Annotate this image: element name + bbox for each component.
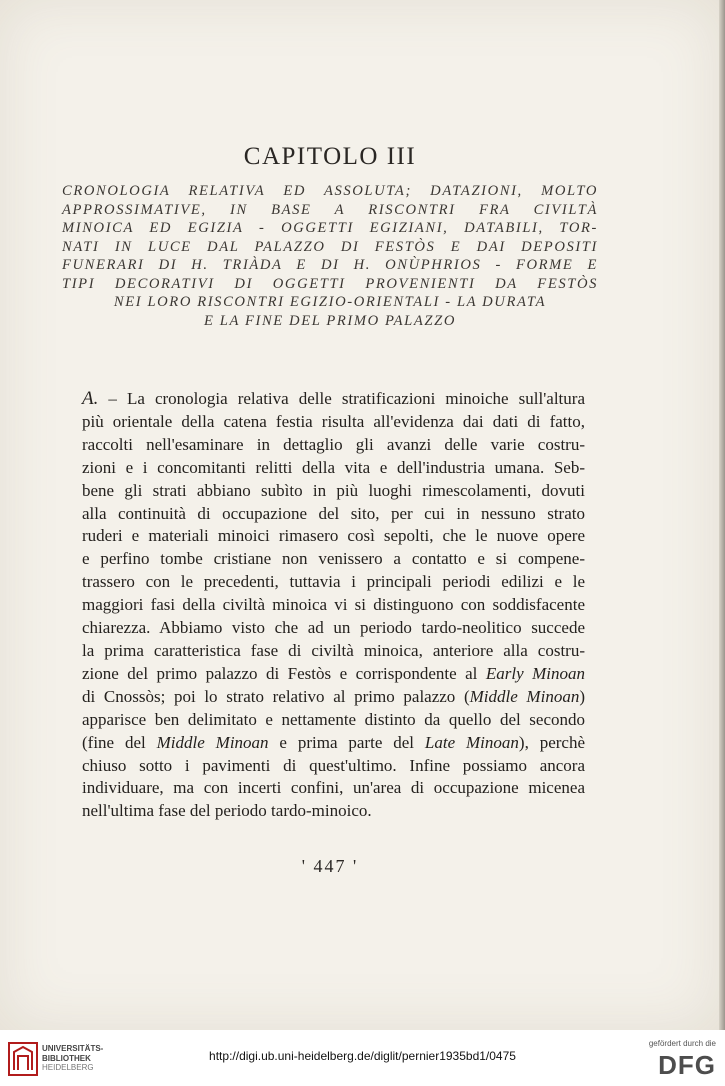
body-line: chiuso sotto i pavimenti di quest'ultimo. Infine possiamo ancora bbox=[82, 755, 585, 775]
body-line: nell'ultima fase del periodo tardo-minoico. bbox=[82, 801, 372, 821]
body-line bbox=[82, 388, 585, 411]
subtitle-line: FUNERARI DI H. TRIÀDA E DI H. ONÙPHRIOS - FORME E bbox=[62, 257, 598, 273]
subtitle-line: NATI IN LUCE DAL PALAZZO DI FESTÒS E DAI DEPOSITI bbox=[62, 238, 598, 255]
chapter-title: CAPITOLO III bbox=[243, 143, 417, 170]
body-line bbox=[82, 732, 585, 755]
page-number: ' 447 ' bbox=[301, 856, 359, 876]
section-letter: A. bbox=[82, 388, 99, 409]
body-line-text: (fine del bbox=[82, 732, 157, 752]
italic-term: Middle Minoan bbox=[156, 732, 269, 752]
body-line bbox=[82, 663, 585, 686]
body-line: individuare, ma con incerti confini, un'area di occupazione micenea bbox=[82, 778, 585, 798]
body-line-text: e prima parte del bbox=[268, 732, 425, 752]
library-line: BIBLIOTHEK bbox=[42, 1053, 91, 1063]
body-line-text: ), perchè bbox=[518, 732, 585, 752]
body-line-text: di Cnossòs; poi lo strato relativo al primo palazzo ( bbox=[82, 686, 470, 706]
body-paragraph bbox=[82, 388, 585, 823]
body-line: alla continuità di occupazione del sito, per cui in nessuno strato bbox=[82, 503, 585, 523]
body-line-text: zione del primo palazzo di Festòs e corrispondente al bbox=[82, 663, 486, 683]
body-line: trassero con le precedenti, tuttavia i principali periodi edilizi e le bbox=[82, 572, 585, 592]
permalink-url[interactable]: http://digi.ub.uni-heidelberg.de/diglit/pernier1935bd1/0475 bbox=[209, 1049, 516, 1063]
subtitle-line: APPROSSIMATIVE, IN BASE A RISCONTRI FRA CIVILTÀ bbox=[62, 201, 598, 218]
body-line bbox=[82, 686, 585, 709]
subtitle-line: CRONOLOGIA RELATIVA ED ASSOLUTA; DATAZIONI, MOLTO bbox=[62, 183, 598, 199]
body-line-text: – La cronologia relativa delle stratificazioni minoiche sull'altura bbox=[98, 389, 585, 408]
dfg-logo[interactable]: DFG bbox=[658, 1050, 716, 1080]
body-line: raccolti nell'esaminare in dettaglio gli avanzi delle varie costru- bbox=[82, 434, 585, 454]
body-line: zioni e i concomitanti relitti della vita e dell'industria umana. Seb- bbox=[82, 457, 585, 477]
italic-term: Middle Minoan bbox=[469, 686, 580, 706]
subtitle-line: NEI LORO RISCONTRI EGIZIO-ORIENTALI - LA DURATA bbox=[113, 294, 547, 310]
body-line: apparisce ben delimitato e nettamente distinto da quello del secondo bbox=[82, 709, 585, 729]
library-line: HEIDELBERG bbox=[42, 1063, 94, 1072]
body-line: maggiori fasi della civiltà minoica vi si distinguono con soddisfacente bbox=[82, 595, 585, 615]
body-line: chiarezza. Abbiamo visto che ad un periodo tardo-neolitico succede bbox=[82, 618, 585, 638]
body-line-text: ) bbox=[579, 686, 585, 706]
body-line: più orientale della catena festia risulta all'evidenza dai dati di fatto, bbox=[82, 411, 585, 431]
subtitle-line: TIPI DECORATIVI DI OGGETTI PROVENIENTI DA FESTÒS bbox=[62, 275, 598, 292]
italic-term: Late Minoan bbox=[424, 732, 519, 752]
subtitle-line: E LA FINE DEL PRIMO PALAZZO bbox=[204, 312, 456, 329]
body-line: ruderi e materiali minoici rimasero così sepolti, che le nuove opere bbox=[82, 526, 585, 546]
sponsor-caption: gefördert durch die bbox=[648, 1039, 716, 1048]
page-edge bbox=[719, 0, 725, 1030]
viewer-footer bbox=[0, 1030, 725, 1086]
chapter-subtitle bbox=[62, 182, 598, 330]
italic-term: Early Minoan bbox=[485, 663, 586, 683]
body-line: e perfino tombe cristiane non venissero a contatto e si compene- bbox=[82, 549, 585, 569]
body-line: la prima caratteristica fase di civiltà minoica, anteriore alla costru- bbox=[82, 640, 585, 660]
subtitle-line: MINOICA ED EGIZIA - OGGETTI EGIZIANI, DATABILI, TOR- bbox=[62, 220, 598, 236]
library-line: UNIVERSITÄTS- bbox=[42, 1044, 104, 1053]
body-line: bene gli strati abbiano subìto in più luoghi rimescolamenti, dovuti bbox=[82, 480, 585, 500]
